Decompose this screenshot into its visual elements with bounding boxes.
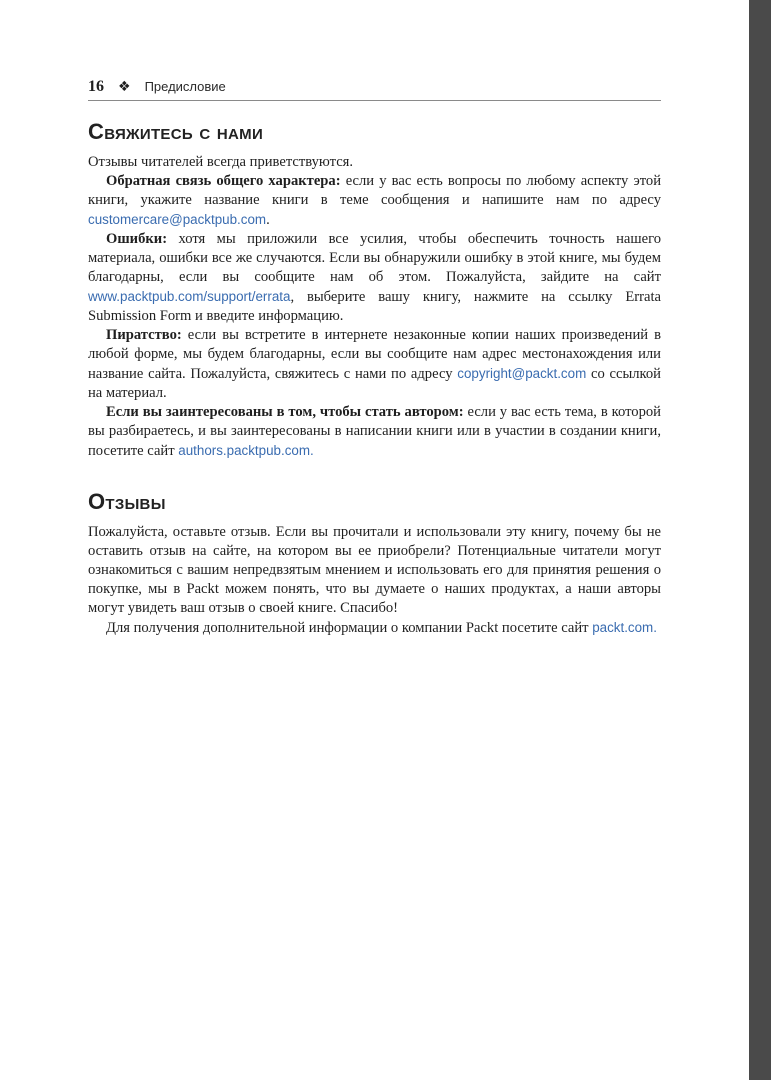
author-lead: Если вы заинтересованы в том, чтобы стать автором: [106,404,464,420]
ornament-icon: ❖ [118,78,131,94]
reviews-heading: Отзывы [88,489,166,514]
more-info-paragraph [88,618,661,638]
reviews-section [88,489,661,638]
contact-intro: Отзывы читателей всегда приветствуются. [88,154,354,170]
page-content [88,78,661,638]
piracy-text: если вы встретите в интернете незаконные копии наших произведений в любой форме, мы будем благодарны, если вы сообщите нам адрес местонахождения или название сайта. Пожалуйста, свяжитесь с нами по адресу [88,327,661,382]
errata-paragraph [88,230,661,326]
copyright-email-link[interactable]: copyright@packt.com [457,366,587,381]
piracy-paragraph [88,326,661,403]
page-number: 16 [88,78,104,95]
packt-site-link[interactable]: packt.com. [592,620,657,635]
general-feedback-text: если у вас есть вопросы по любому аспекту этой книги, укажите название книги в теме сообщения и напишите нам по адресу [88,173,661,208]
errata-link[interactable]: www.packtpub.com/support/errata [88,289,291,304]
general-feedback-paragraph [88,172,661,230]
errata-text: хотя мы приложили все усилия, чтобы обеспечить точность нашего материала, ошибки все же случаются. Если вы обнаружили ошибку в этой книге, мы будем благодарны, если вы сообщите нам об этом. Пожалуйста, зайдите на сайт [88,231,661,285]
general-feedback-end: . [266,212,270,228]
page-edge-bar [749,0,771,1080]
authors-site-link[interactable]: authors.packtpub.com. [178,443,314,458]
contact-heading: Свяжитесь с нами [88,119,264,144]
piracy-lead: Пиратство: [106,327,182,343]
errata-lead: Ошибки: [106,231,168,247]
reviews-paragraph: Пожалуйста, оставьте отзыв. Если вы прочитали и использовали эту книгу, почему бы не оставить отзыв на сайте, на котором вы ее приобрели? Потенциальные читатели могут ознакомиться с вашим непредвзятым мнением и использовать его для принятия решения о покупке, мы в Packt можем понять, что вы думаете о наших продуктах, а наши авторы могут увидеть ваш отзыв о своей книге. Спасибо! [88,524,661,616]
errata-end: , выберите вашу книгу, нажмите на ссылку Errata Submission Form и введите информацию. [88,289,661,324]
author-paragraph [88,403,661,461]
running-header [88,78,661,101]
more-info-text: Для получения дополнительной информации о компании Packt посетите сайт [106,620,593,636]
chapter-title: Предисловие [144,79,226,94]
customercare-email-link[interactable]: customercare@packtpub.com [88,212,267,227]
general-feedback-lead: Обратная связь общего характера: [106,173,341,189]
author-text: если у вас есть тема, в которой вы разбираетесь, и вы заинтересованы в написании книги или в участии в создании книги, посетите сайт [88,404,661,459]
piracy-end: со ссылкой на материал. [88,366,661,401]
